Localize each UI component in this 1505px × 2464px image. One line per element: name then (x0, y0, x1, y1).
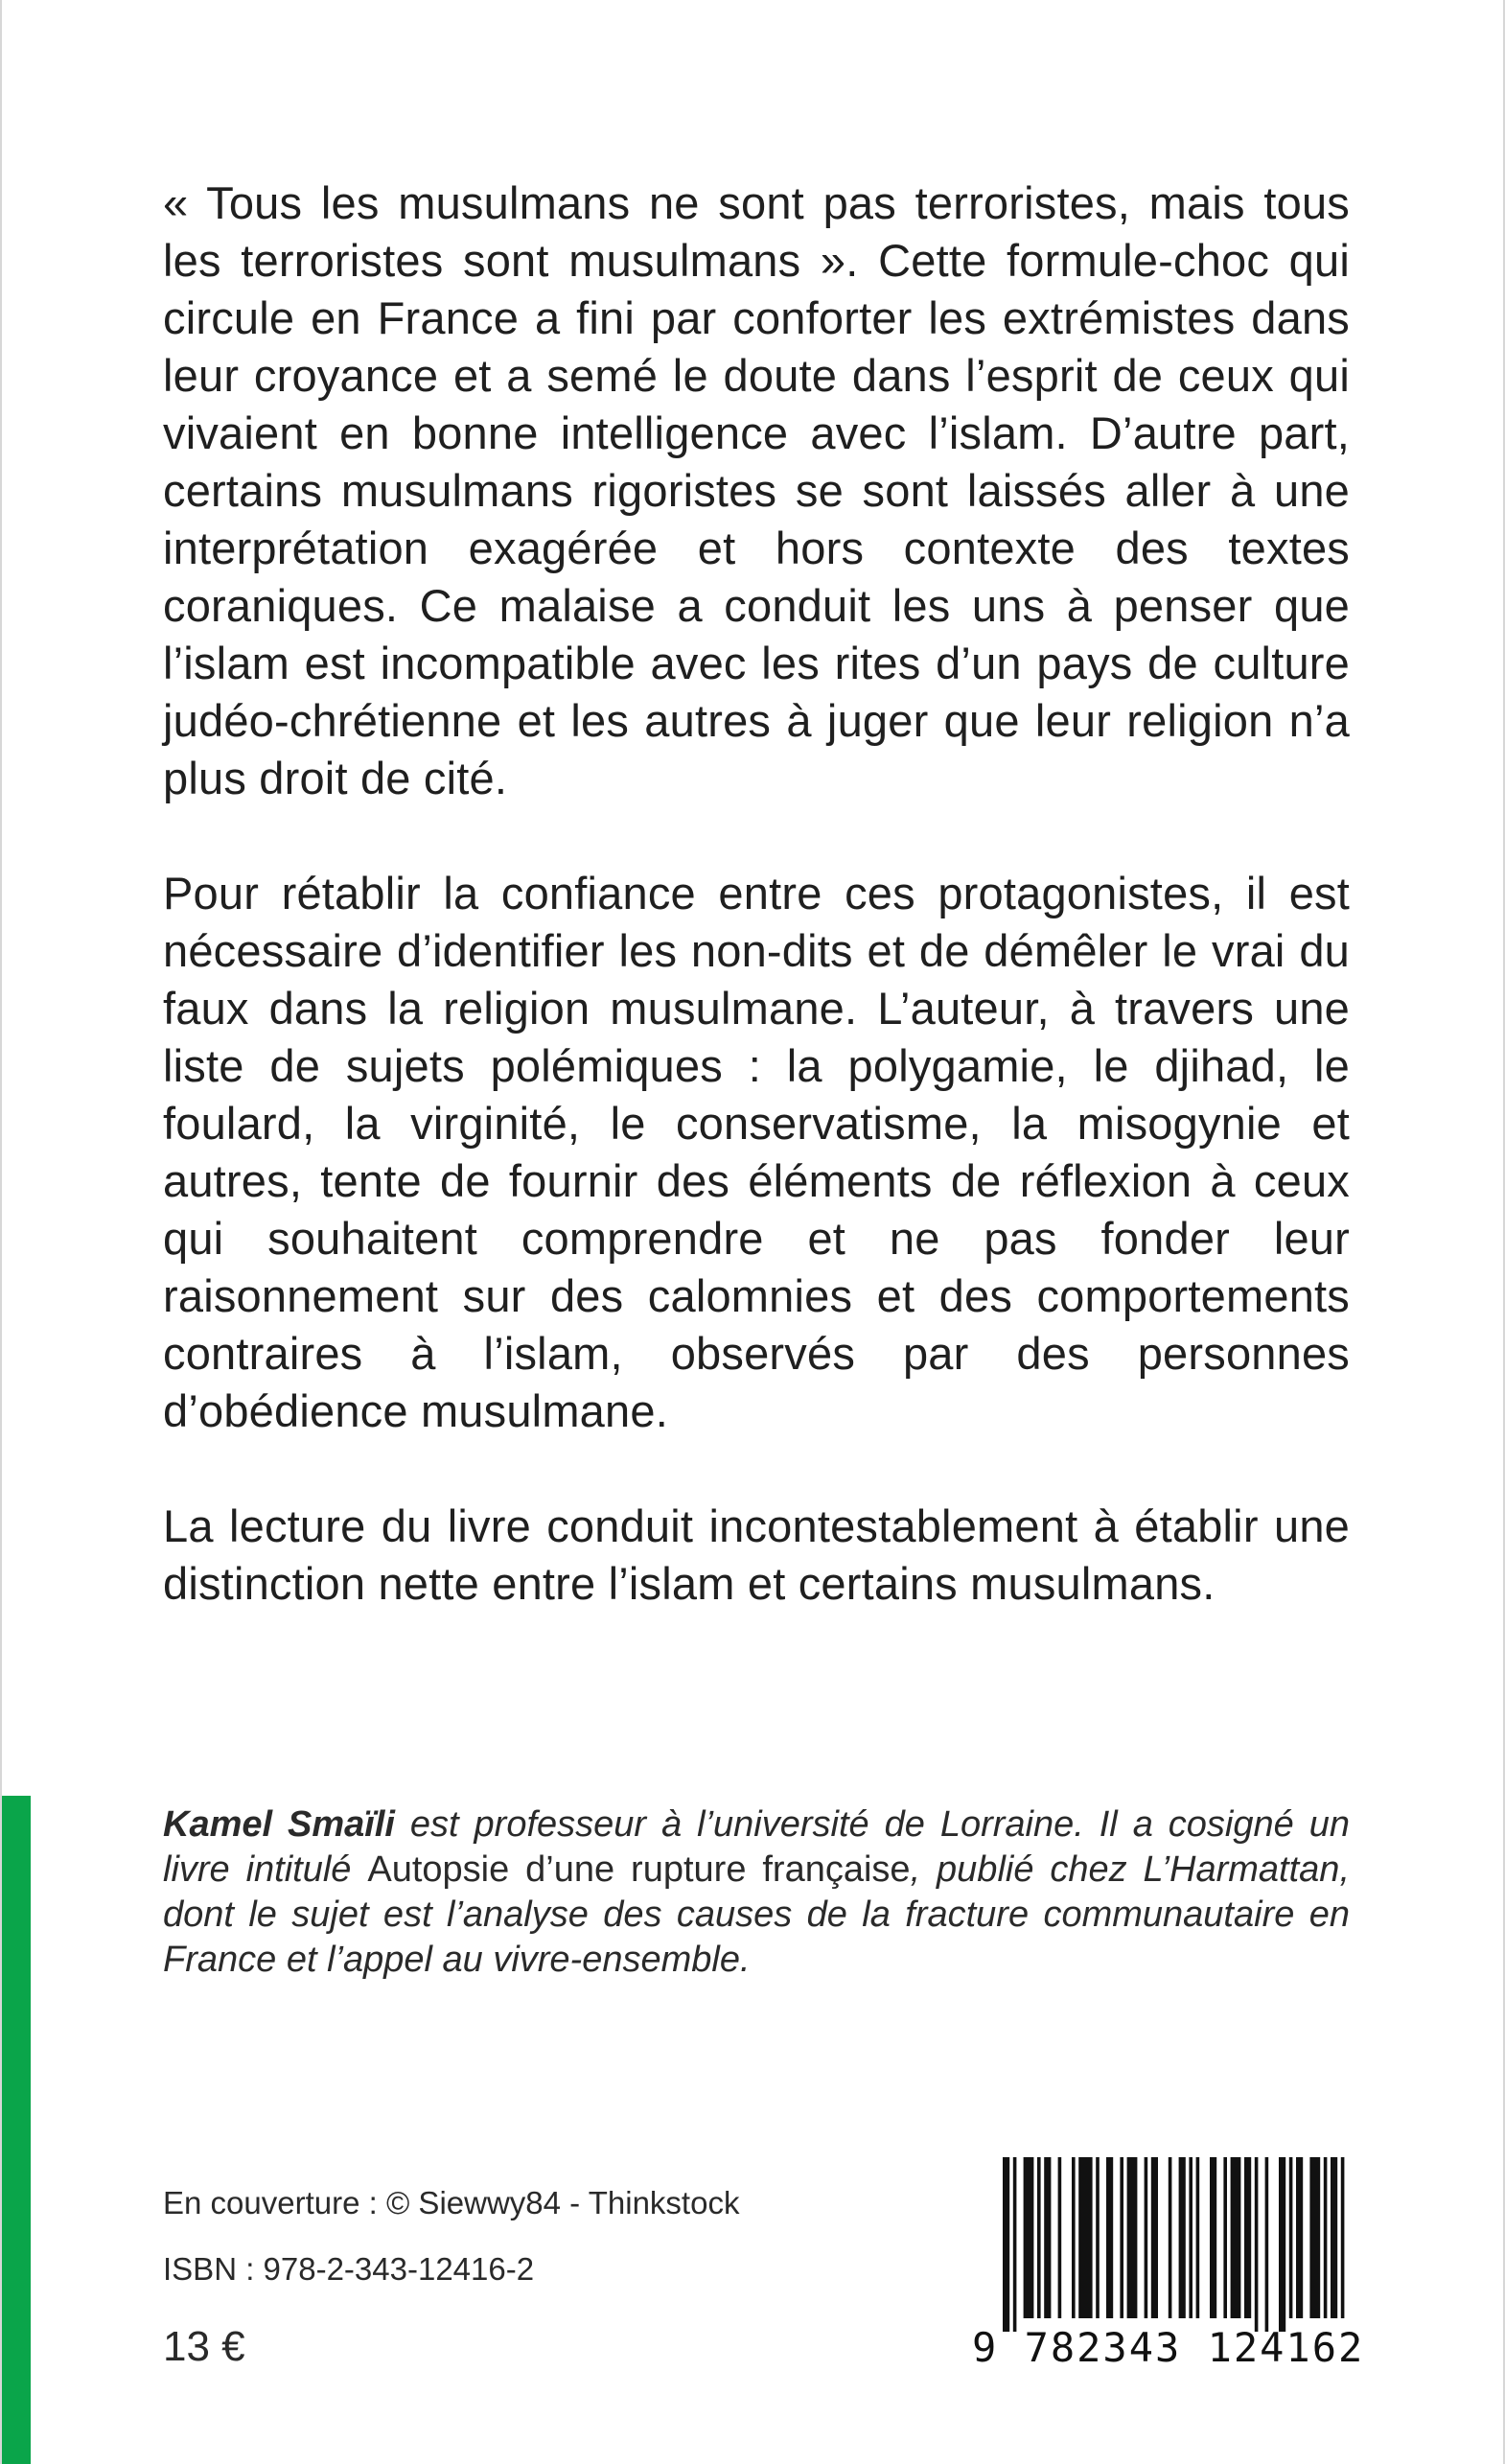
barcode-bar (1120, 2157, 1123, 2318)
barcode-bar (1078, 2157, 1092, 2318)
barcode-bar (1289, 2157, 1293, 2318)
barcode-bar (1169, 2157, 1172, 2318)
barcode-bars (1003, 2157, 1348, 2332)
barcode-bar (1265, 2157, 1269, 2332)
barcode-bar (1210, 2157, 1216, 2318)
barcode-bar (1331, 2157, 1337, 2318)
barcode-bar (1196, 2157, 1200, 2318)
barcode-bar (1127, 2157, 1138, 2318)
barcode-bar (1309, 2157, 1320, 2318)
blurb-text (163, 174, 1350, 1670)
barcode-bar (1072, 2157, 1076, 2318)
barcode-bar (1189, 2157, 1192, 2318)
author-bio-part2: , publié chez L’Harmattan, dont le sujet est l’analyse des causes de la fracture communautaire en France et l’appel au vivre-ensemble. (163, 1849, 1350, 1980)
barcode-bar (1223, 2157, 1227, 2318)
barcode-bar (1151, 2157, 1158, 2318)
barcode-bar (1296, 2157, 1303, 2318)
barcode-bar (1145, 2157, 1148, 2318)
barcode-bar (1279, 2157, 1285, 2332)
barcode-bar (1037, 2157, 1041, 2318)
barcode-bar (1255, 2157, 1259, 2332)
blurb-paragraph-3: La lecture du livre conduit incontestablement à établir une distinction nette entre l’islam et certains musulmans. (163, 1500, 1350, 1609)
isbn-number: ISBN : 978-2-343-12416-2 (163, 2251, 535, 2287)
author-bio-part1: est professeur à l’université de Lorraine. Il a cosigné un livre intitulé (163, 1804, 1350, 1890)
barcode-bar (1003, 2157, 1009, 2332)
barcode-bar (1096, 2157, 1100, 2318)
barcode-bar (1244, 2157, 1251, 2318)
barcode-bar (1231, 2157, 1241, 2318)
barcode-digits: 9 782343 124162 (972, 2324, 1365, 2371)
book-title: Autopsie d’une rupture française (367, 1849, 911, 1890)
price: 13 € (163, 2323, 245, 2370)
barcode-bar (1179, 2157, 1186, 2318)
barcode-bar (1058, 2157, 1062, 2318)
barcode-bar (1106, 2157, 1113, 2318)
barcode-bar (1324, 2157, 1328, 2318)
author-name: Kamel Smaïli (163, 1804, 395, 1845)
blurb-paragraph-1: « Tous les musulmans ne sont pas terroristes, mais tous les terroristes sont musulmans ». Cette formule-choc qui circule en France a fini par conforter les extrémistes dans leur croyance et a semé le doute dans l’esprit de ceux qui vivaient en bonne intelligence avec l’islam. D’autre part, certains musulmans rigoristes se sont laissés aller à une interprétation exagérée et hors contexte des textes coraniques. Ce malaise a conduit les uns à penser que l’islam est incompatible avec les rites d’un pays de culture judéo-chrétienne et les autres à juger que leur religion n’a plus droit de cité. (163, 177, 1350, 803)
barcode-bar (1341, 2157, 1345, 2318)
author-bio (163, 1802, 1350, 1983)
barcode-bar (1024, 2157, 1034, 2318)
blurb-paragraph-2: Pour rétablir la confiance entre ces protagonistes, il est nécessaire d’identifier les non-dits et de démêler le vrai du faux dans la religion musulmane. L’auteur, à travers une liste de sujets polémiques : la polygamie, le djihad, le foulard, la virginité, le conservatisme, la misogynie et autres, tente de fournir des éléments de réflexion à ceux qui souhaitent comprendre et ne pas fonder leur raisonnement sur des calomnies et des comportements contraires à l’islam, observés par des personnes d’obédience musulmane. (163, 868, 1350, 1436)
cover-credit: En couverture : © Siewwy84 - Thinkstock (163, 2185, 740, 2220)
barcode-bar (1013, 2157, 1017, 2332)
barcode (966, 2157, 1365, 2371)
barcode-bar (1044, 2157, 1051, 2318)
green-accent-bar (2, 1796, 31, 2464)
